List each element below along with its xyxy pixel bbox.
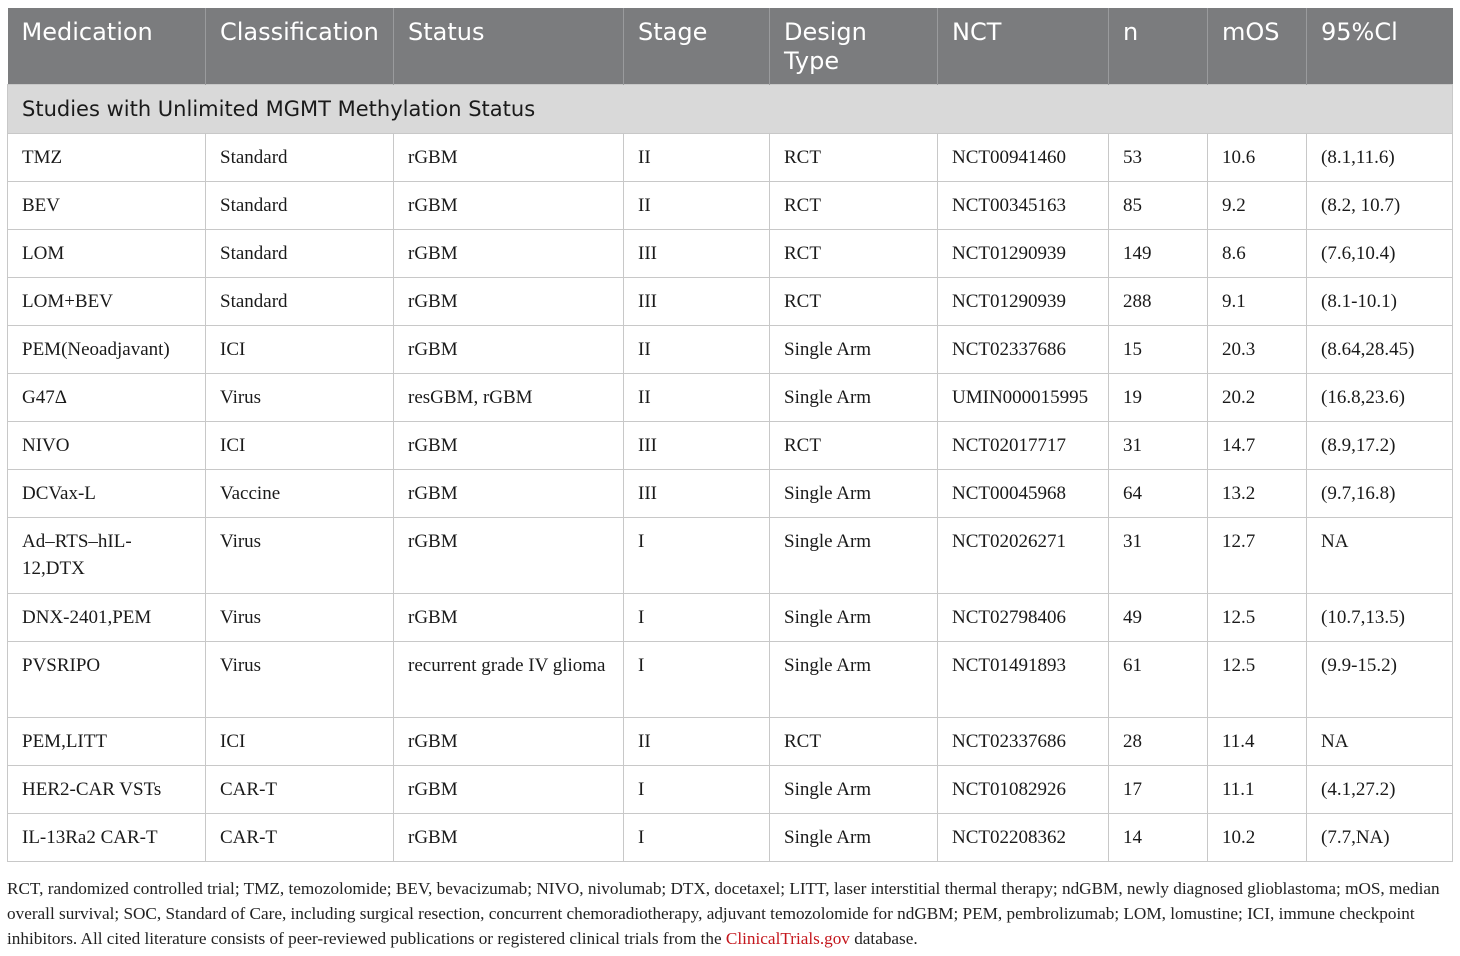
cell-stage: I bbox=[624, 642, 770, 718]
cell-nct: NCT01491893 bbox=[938, 642, 1109, 718]
cell-mos: 8.6 bbox=[1208, 230, 1307, 278]
cell-ci: (8.64,28.45) bbox=[1307, 326, 1453, 374]
cell-medication: DCVax-L bbox=[8, 470, 206, 518]
cell-status: rGBM bbox=[394, 594, 624, 642]
cell-status: rGBM bbox=[394, 182, 624, 230]
cell-n: 31 bbox=[1109, 422, 1208, 470]
cell-classification: Virus bbox=[206, 374, 394, 422]
cell-ci: (10.7,13.5) bbox=[1307, 594, 1453, 642]
footnote bbox=[7, 876, 1457, 951]
cell-nct: NCT01290939 bbox=[938, 278, 1109, 326]
cell-medication: HER2-CAR VSTs bbox=[8, 766, 206, 814]
cell-classification: Virus bbox=[206, 518, 394, 594]
trials-table bbox=[7, 8, 1453, 862]
cell-medication: PVSRIPO bbox=[8, 642, 206, 718]
table-row bbox=[8, 814, 1453, 862]
cell-stage: II bbox=[624, 718, 770, 766]
cell-nct: NCT00345163 bbox=[938, 182, 1109, 230]
cell-medication: LOM bbox=[8, 230, 206, 278]
table-row bbox=[8, 422, 1453, 470]
cell-classification: ICI bbox=[206, 718, 394, 766]
cell-status: rGBM bbox=[394, 518, 624, 594]
cell-mos: 11.4 bbox=[1208, 718, 1307, 766]
cell-classification: Standard bbox=[206, 278, 394, 326]
cell-mos: 12.5 bbox=[1208, 594, 1307, 642]
cell-status: rGBM bbox=[394, 326, 624, 374]
section-row bbox=[8, 85, 1453, 134]
cell-stage: III bbox=[624, 422, 770, 470]
cell-n: 85 bbox=[1109, 182, 1208, 230]
cell-nct: NCT00045968 bbox=[938, 470, 1109, 518]
cell-design-type: RCT bbox=[770, 422, 938, 470]
cell-classification: Virus bbox=[206, 594, 394, 642]
cell-stage: I bbox=[624, 766, 770, 814]
cell-status: rGBM bbox=[394, 814, 624, 862]
section-label: Studies with Unlimited MGMT Methylation Status bbox=[8, 85, 1453, 134]
cell-ci: (7.6,10.4) bbox=[1307, 230, 1453, 278]
cell-stage: III bbox=[624, 278, 770, 326]
cell-ci: (7.7,NA) bbox=[1307, 814, 1453, 862]
cell-mos: 9.2 bbox=[1208, 182, 1307, 230]
cell-mos: 12.7 bbox=[1208, 518, 1307, 594]
cell-design-type: RCT bbox=[770, 230, 938, 278]
cell-ci: (4.1,27.2) bbox=[1307, 766, 1453, 814]
cell-n: 49 bbox=[1109, 594, 1208, 642]
table-row bbox=[8, 182, 1453, 230]
cell-nct: NCT02208362 bbox=[938, 814, 1109, 862]
cell-nct: NCT02337686 bbox=[938, 718, 1109, 766]
cell-nct: NCT01290939 bbox=[938, 230, 1109, 278]
cell-medication: Ad–RTS–hIL-12,DTX bbox=[8, 518, 206, 594]
footnote-text: RCT, randomized controlled trial; TMZ, temozolomide; BEV, bevacizumab; NIVO, nivolumab; DTX, docetaxel; LITT, laser interstitial thermal therapy; ndGBM, newly diagnosed glioblastoma; mOS, median overall survival; SOC, Standard of Care, including surgical resection, concurrent chemoradiotherapy, adjuvant temozolomide for ndGBM; PEM, pembrolizumab; LOM, lomustine; ICI, immune checkpoint inhibitors. All cited literature consists of peer-reviewed publications or registered clinical trials from the bbox=[7, 879, 1440, 948]
cell-design-type: RCT bbox=[770, 134, 938, 182]
cell-n: 53 bbox=[1109, 134, 1208, 182]
cell-status: rGBM bbox=[394, 278, 624, 326]
cell-n: 15 bbox=[1109, 326, 1208, 374]
table-row bbox=[8, 470, 1453, 518]
cell-status: resGBM, rGBM bbox=[394, 374, 624, 422]
cell-classification: ICI bbox=[206, 326, 394, 374]
header-medication: Medication bbox=[8, 8, 206, 85]
header-n: n bbox=[1109, 8, 1208, 85]
cell-nct: NCT02017717 bbox=[938, 422, 1109, 470]
cell-design-type: Single Arm bbox=[770, 814, 938, 862]
cell-medication: IL-13Ra2 CAR-T bbox=[8, 814, 206, 862]
table-row bbox=[8, 594, 1453, 642]
cell-status: rGBM bbox=[394, 718, 624, 766]
cell-design-type: Single Arm bbox=[770, 518, 938, 594]
cell-nct: NCT02026271 bbox=[938, 518, 1109, 594]
cell-n: 61 bbox=[1109, 642, 1208, 718]
cell-classification: Standard bbox=[206, 230, 394, 278]
cell-ci: (16.8,23.6) bbox=[1307, 374, 1453, 422]
table-row bbox=[8, 326, 1453, 374]
cell-nct: UMIN000015995 bbox=[938, 374, 1109, 422]
cell-n: 288 bbox=[1109, 278, 1208, 326]
cell-classification: Virus bbox=[206, 642, 394, 718]
cell-n: 31 bbox=[1109, 518, 1208, 594]
cell-design-type: RCT bbox=[770, 182, 938, 230]
cell-ci: NA bbox=[1307, 518, 1453, 594]
cell-stage: I bbox=[624, 518, 770, 594]
cell-n: 19 bbox=[1109, 374, 1208, 422]
cell-stage: III bbox=[624, 230, 770, 278]
cell-design-type: Single Arm bbox=[770, 326, 938, 374]
cell-mos: 13.2 bbox=[1208, 470, 1307, 518]
cell-medication: BEV bbox=[8, 182, 206, 230]
table-row bbox=[8, 278, 1453, 326]
cell-design-type: Single Arm bbox=[770, 766, 938, 814]
cell-ci: NA bbox=[1307, 718, 1453, 766]
header-nct: NCT bbox=[938, 8, 1109, 85]
cell-design-type: Single Arm bbox=[770, 374, 938, 422]
cell-n: 14 bbox=[1109, 814, 1208, 862]
header-status: Status bbox=[394, 8, 624, 85]
cell-classification: Standard bbox=[206, 134, 394, 182]
cell-mos: 10.2 bbox=[1208, 814, 1307, 862]
table-row bbox=[8, 766, 1453, 814]
cell-classification: CAR-T bbox=[206, 766, 394, 814]
cell-stage: II bbox=[624, 182, 770, 230]
cell-design-type: Single Arm bbox=[770, 594, 938, 642]
cell-mos: 9.1 bbox=[1208, 278, 1307, 326]
clinicaltrials-link[interactable]: ClinicalTrials.gov bbox=[725, 929, 850, 948]
cell-n: 17 bbox=[1109, 766, 1208, 814]
cell-medication: PEM,LITT bbox=[8, 718, 206, 766]
cell-nct: NCT02798406 bbox=[938, 594, 1109, 642]
cell-mos: 14.7 bbox=[1208, 422, 1307, 470]
cell-status: rGBM bbox=[394, 766, 624, 814]
cell-nct: NCT02337686 bbox=[938, 326, 1109, 374]
header-row bbox=[8, 8, 1453, 85]
cell-classification: ICI bbox=[206, 422, 394, 470]
table-row bbox=[8, 718, 1453, 766]
cell-n: 28 bbox=[1109, 718, 1208, 766]
table-row bbox=[8, 230, 1453, 278]
cell-medication: G47Δ bbox=[8, 374, 206, 422]
cell-classification: Standard bbox=[206, 182, 394, 230]
header-mos: mOS bbox=[1208, 8, 1307, 85]
cell-ci: (8.9,17.2) bbox=[1307, 422, 1453, 470]
cell-n: 149 bbox=[1109, 230, 1208, 278]
cell-stage: II bbox=[624, 134, 770, 182]
cell-ci: (8.1,11.6) bbox=[1307, 134, 1453, 182]
cell-mos: 20.3 bbox=[1208, 326, 1307, 374]
cell-status: rGBM bbox=[394, 422, 624, 470]
cell-design-type: RCT bbox=[770, 718, 938, 766]
header-classification: Classification bbox=[206, 8, 394, 85]
cell-nct: NCT00941460 bbox=[938, 134, 1109, 182]
cell-mos: 12.5 bbox=[1208, 642, 1307, 718]
cell-ci: (9.9-15.2) bbox=[1307, 642, 1453, 718]
cell-stage: I bbox=[624, 594, 770, 642]
table-row bbox=[8, 134, 1453, 182]
table-row bbox=[8, 642, 1453, 718]
table-container bbox=[7, 8, 1452, 862]
cell-ci: (8.1-10.1) bbox=[1307, 278, 1453, 326]
cell-design-type: Single Arm bbox=[770, 642, 938, 718]
header-ci: 95%Cl bbox=[1307, 8, 1453, 85]
cell-mos: 11.1 bbox=[1208, 766, 1307, 814]
cell-stage: I bbox=[624, 814, 770, 862]
cell-design-type: Single Arm bbox=[770, 470, 938, 518]
cell-stage: II bbox=[624, 374, 770, 422]
cell-mos: 10.6 bbox=[1208, 134, 1307, 182]
cell-medication: TMZ bbox=[8, 134, 206, 182]
cell-ci: (8.2, 10.7) bbox=[1307, 182, 1453, 230]
cell-status: rGBM bbox=[394, 230, 624, 278]
cell-medication: PEM(Neoadjavant) bbox=[8, 326, 206, 374]
cell-medication: LOM+BEV bbox=[8, 278, 206, 326]
cell-status: recurrent grade IV glioma bbox=[394, 642, 624, 718]
cell-status: rGBM bbox=[394, 134, 624, 182]
cell-design-type: RCT bbox=[770, 278, 938, 326]
cell-status: rGBM bbox=[394, 470, 624, 518]
cell-stage: III bbox=[624, 470, 770, 518]
table-row bbox=[8, 518, 1453, 594]
header-stage: Stage bbox=[624, 8, 770, 85]
cell-classification: CAR-T bbox=[206, 814, 394, 862]
cell-stage: II bbox=[624, 326, 770, 374]
cell-ci: (9.7,16.8) bbox=[1307, 470, 1453, 518]
cell-n: 64 bbox=[1109, 470, 1208, 518]
cell-medication: NIVO bbox=[8, 422, 206, 470]
footnote-suffix: database. bbox=[854, 929, 918, 948]
cell-nct: NCT01082926 bbox=[938, 766, 1109, 814]
cell-classification: Vaccine bbox=[206, 470, 394, 518]
cell-mos: 20.2 bbox=[1208, 374, 1307, 422]
header-design-type: Design Type bbox=[770, 8, 938, 85]
table-row bbox=[8, 374, 1453, 422]
cell-medication: DNX-2401,PEM bbox=[8, 594, 206, 642]
